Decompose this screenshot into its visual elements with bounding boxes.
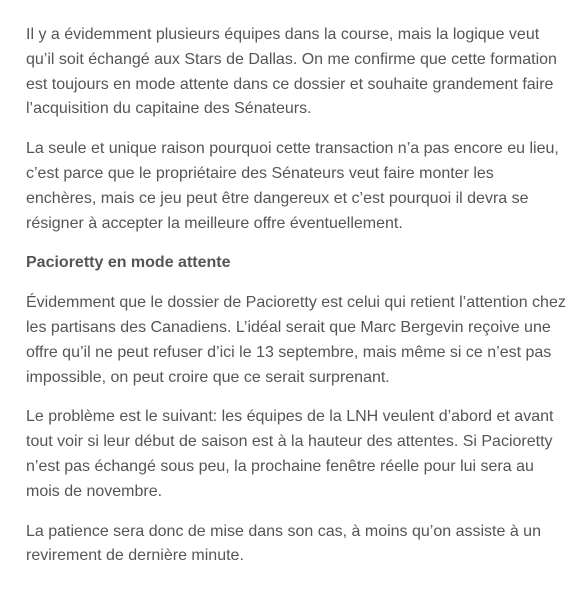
article-paragraph-5: La patience sera donc de mise dans son cas, à moins qu’on assiste à un revirement de dernière minute. xyxy=(26,522,541,565)
section-heading: Pacioretty en mode attente xyxy=(26,254,231,272)
article-paragraph-3: Évidemment que le dossier de Pacioretty est celui qui retient l’attention chez les partisans des Canadiens. L’idéal serait que Marc Bergevin reçoive une offre qu’il ne peut refuser d’ici le 13 septembre, mais même si ce n’est pas impossible, on peut croire que ce serait surprenant. xyxy=(26,294,566,386)
article-paragraph-1: Il y a évidemment plusieurs équipes dans la course, mais la logique veut qu’il soit échangé aux Stars de Dallas. On me confirme que cette formation est toujours en mode attente dans ce dossier et souhaite grandement faire l’acquisition du capitaine des Sénateurs. xyxy=(26,26,557,118)
article-body xyxy=(26,23,566,584)
article-paragraph-2: La seule et unique raison pourquoi cette transaction n’a pas encore eu lieu, c’est parce que le propriétaire des Sénateurs veut faire monter les enchères, mais ce jeu peut être dangereux et c’est pourquoi il devra se résigner à accepter la meilleure offre éventuellement. xyxy=(26,140,559,232)
article-paragraph-4: Le problème est le suivant: les équipes de la LNH veulent d’abord et avant tout voir si leur début de saison est à la hauteur des attentes. Si Pacioretty n’est pas échangé sous peu, la prochaine fenêtre réelle pour lui sera au mois de novembre. xyxy=(26,408,554,500)
